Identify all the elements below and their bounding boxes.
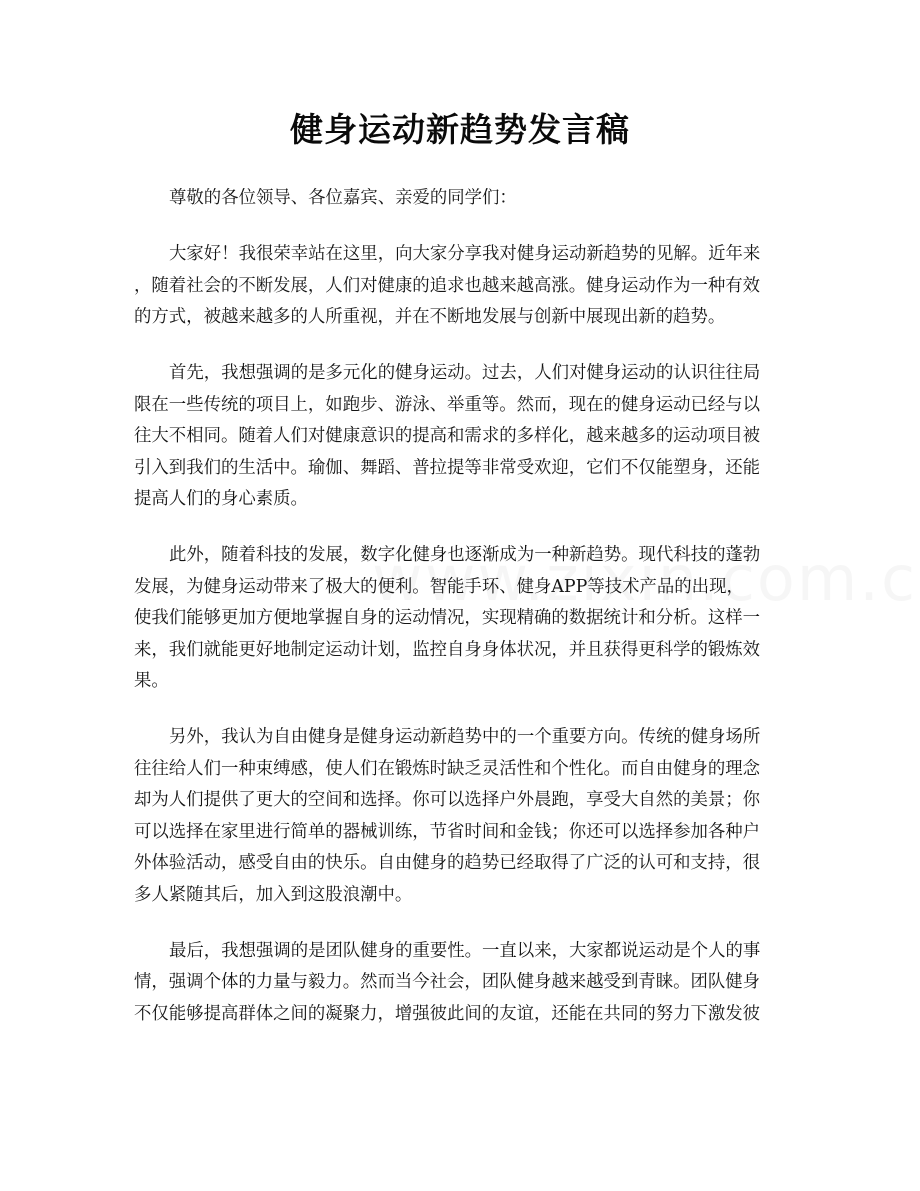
paragraph-line: 另外，我认为自由健身是健身运动新趋势中的一个重要方向。传统的健身场所 <box>169 727 761 747</box>
paragraph-salutation <box>134 183 786 215</box>
paragraph-line: 此外，随着科技的发展，数字化健身也逐渐成为一种新趋势。现代科技的蓬勃 <box>169 545 761 565</box>
paragraph-free-fitness <box>134 722 786 911</box>
paragraph-line: 果。 <box>134 671 169 691</box>
paragraph-gap <box>134 215 786 240</box>
paragraph-line: 首先，我想强调的是多元化的健身运动。过去，人们对健身运动的认识往往局 <box>169 363 761 383</box>
paragraph-line: 使我们能够更加方便地掌握自身的运动情况，实现精确的数据统计和分析。这样一 <box>134 608 761 628</box>
paragraph-line: 往大不相同。随着人们对健康意识的提高和需求的多样化，越来越多的运动项目被 <box>134 426 761 446</box>
paragraph-diversified-fitness <box>134 358 786 516</box>
document-title: 健身运动新趋势发言稿 <box>290 110 630 149</box>
paragraph-gap <box>134 516 786 541</box>
paragraph-line: 最后，我想强调的是团队健身的重要性。一直以来，大家都说运动是个人的事 <box>169 940 761 961</box>
paragraph-line: 提高人们的身心素质。 <box>134 489 308 509</box>
paragraph-digital-fitness <box>134 540 786 698</box>
paragraph-line: 多人紧随其后，加入到这股浪潮中。 <box>134 884 413 905</box>
paragraph-line: 往往给人们一种束缚感，使人们在锻炼时缺乏灵活性和个性化。而自由健身的理念 <box>134 758 761 779</box>
paragraph-line: 尊敬的各位领导、各位嘉宾、亲爱的同学们： <box>169 188 517 208</box>
paragraph-gap <box>134 698 786 723</box>
paragraph-line: 发展，为健身运动带来了极大的便利。智能手环、健身APP等技术产品的出现， <box>134 576 744 597</box>
paragraph-line: 的方式，被越来越多的人所重视，并在不断地发展与创新中展现出新的趋势。 <box>134 307 726 327</box>
paragraph-line: 限在一些传统的项目上，如跑步、游泳、举重等。然而，现在的健身运动已经与以 <box>134 394 761 415</box>
paragraph-line: ，随着社会的不断发展，人们对健康的追求也越来越高涨。健身运动作为一种有效 <box>134 275 761 296</box>
paragraph-line: 不仅能够提高群体之间的凝聚力，增强彼此间的友谊，还能在共同的努力下激发彼 <box>134 1003 761 1024</box>
paragraph-line: 却为人们提供了更大的空间和选择。你可以选择户外晨跑，享受大自然的美景；你 <box>134 790 761 810</box>
paragraph-line: 外体验活动，感受自由的快乐。自由健身的趋势已经取得了广泛的认可和支持，很 <box>134 853 761 873</box>
paragraph-team-fitness <box>134 936 786 1031</box>
paragraph-line: 可以选择在家里进行简单的器械训练，节省时间和金钱；你还可以选择参加各种户 <box>134 821 761 842</box>
paragraph-line: 来，我们就能更好地制定运动计划，监控自身身体状况，并且获得更科学的锻炼效 <box>134 639 761 660</box>
paragraph-line: 引入到我们的生活中。瑜伽、舞蹈、普拉提等非常受欢迎，它们不仅能塑身，还能 <box>134 457 761 478</box>
document-body <box>134 183 786 1030</box>
paragraph-line: 大家好！我很荣幸站在这里，向大家分享我对健身运动新趋势的见解。近年来 <box>169 244 761 264</box>
paragraph-line: 情，强调个体的力量与毅力。然而当今社会，团队健身越来越受到青睐。团队健身 <box>134 972 761 992</box>
paragraph-gap <box>134 334 786 359</box>
paragraph-gap <box>134 911 786 936</box>
paragraph-greeting <box>134 239 786 334</box>
